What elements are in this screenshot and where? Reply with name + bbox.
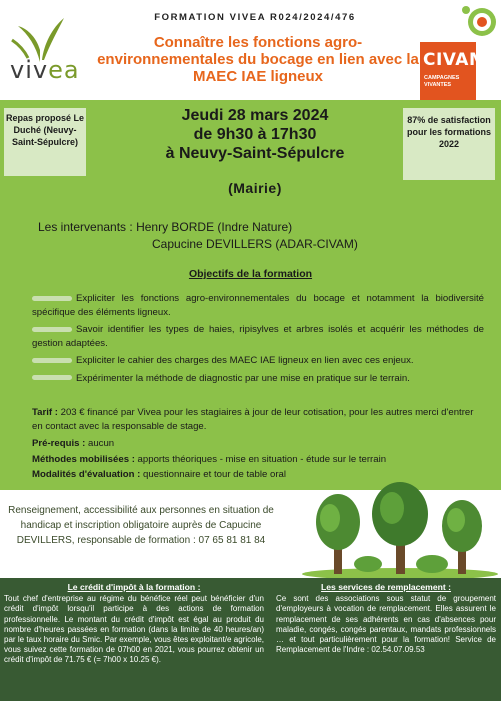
- objectives-list: [32, 292, 484, 389]
- meal-box: Repas proposé Le Duché (Neuvy-Saint-Sépulcre): [4, 108, 86, 176]
- tax-credit-section: [4, 582, 264, 666]
- replacement-section: [276, 582, 496, 655]
- speakers-label: Les intervenants :: [38, 220, 137, 234]
- satisfaction-box: 87% de satisfaction pour les formations 2022: [403, 108, 495, 180]
- replacement-title: Les services de remplacement :: [321, 582, 451, 592]
- event-date: Jeudi 28 mars 2024: [181, 107, 329, 124]
- evaluation-row: Modalités d'évaluation : questionnaire et tour de table oral: [32, 469, 286, 481]
- speaker-1: Henry BORDE (Indre Nature): [136, 220, 293, 234]
- contact-info: Renseignement, accessibilité aux personnes en situation de handicap et inscription obligatoire auprès de Capucine DEVILLERS, responsable de formation : 07 65 81 81 84: [8, 505, 274, 546]
- objective-item: Expérimenter la méthode de diagnostic par une mise en pratique sur le terrain.: [32, 372, 484, 386]
- speakers: [38, 219, 358, 253]
- objective-item: Savoir identifier les types de haies, ripisylves et arbres isolés et acquérir les méthodes de gestion adaptées.: [32, 324, 484, 349]
- speaker-2: Capucine DEVILLERS (ADAR-CIVAM): [152, 237, 358, 251]
- event-time: de 9h30 à 17h30: [193, 126, 317, 143]
- details: [32, 406, 484, 486]
- event-venue: (Mairie): [228, 180, 282, 196]
- page-title: Connaître les fonctions agro-environnementales du bocage en lien avec la MAEC IAE ligneux: [97, 34, 419, 85]
- prereq-row: Pré-requis : aucun: [32, 438, 115, 450]
- tax-credit-text: Tout chef d'entreprise au régime du bénéfice réel peut bénéficier d'un crédit d'impôt lorsqu'il participe à des actions de formation professionnelle. Le montant du crédit d'impôt est égal au produit du nombre d'heures passées en formation (dans la limite de 40 heures/an) par le taux horaire du Smic. Par exemple, vous êtes exploitant/e agricole, vous suivez cette formation de 07h00 en 2021, vous pourrez obtenir un crédit d'impôt de 71.75 € (= 7h00 x 10.25 €).: [4, 594, 264, 665]
- civam-name: CIVAM: [423, 50, 487, 70]
- footer-panel: [0, 578, 501, 701]
- bullet-icon: [32, 327, 72, 332]
- tarif-row: Tarif : 203 € financé par Vivea pour les stagiaires à jour de leur cotisation, pour les autres merci d'entrer en contact avec la responsable de stage.: [32, 407, 474, 432]
- header: [0, 0, 501, 100]
- civam-box: [420, 42, 487, 100]
- trees-illustration: [300, 478, 500, 578]
- replacement-text: Ce sont des associations sous statut de groupement d'employeurs à vocation de remplacement. Elles assurent le remplacement de ses adhérents en cas d'absences pour maladie, congés, congés parentaux, mandats professionnels … et tout particulièrement pour la formation! Service de Remplacement de l'Indre : 02.54.07.09.53: [276, 594, 496, 655]
- objective-item: Expliciter les fonctions agro-environnementales du bocage et notamment la biodiversité spécifique des éléments ligneux.: [32, 293, 484, 318]
- objectives-title: Objectifs de la formation: [188, 268, 313, 280]
- event-place: à Neuvy-Saint-Sépulcre: [165, 145, 345, 162]
- info-panel: [0, 100, 501, 490]
- civam-tagline: CAMPAGNES VIVANTES: [424, 75, 460, 88]
- bullet-icon: [32, 296, 72, 301]
- civam-logo: [420, 4, 498, 100]
- vivea-wordmark: vivea: [10, 56, 80, 84]
- bullet-icon: [32, 375, 72, 380]
- methods-row: Méthodes mobilisées : apports théoriques - mise en situation - étude sur le terrain: [32, 453, 387, 465]
- objective-item: Expliciter le cahier des charges des MAEC IAE ligneux en lien avec ces enjeux.: [32, 354, 484, 368]
- bullet-icon: [32, 358, 72, 363]
- tax-credit-title: Le crédit d'impôt à la formation :: [67, 582, 201, 592]
- civam-swirl-icon: [458, 4, 498, 44]
- formation-code: FORMATION VIVEA R024/2024/476: [154, 12, 356, 23]
- event-datetime: [120, 106, 390, 163]
